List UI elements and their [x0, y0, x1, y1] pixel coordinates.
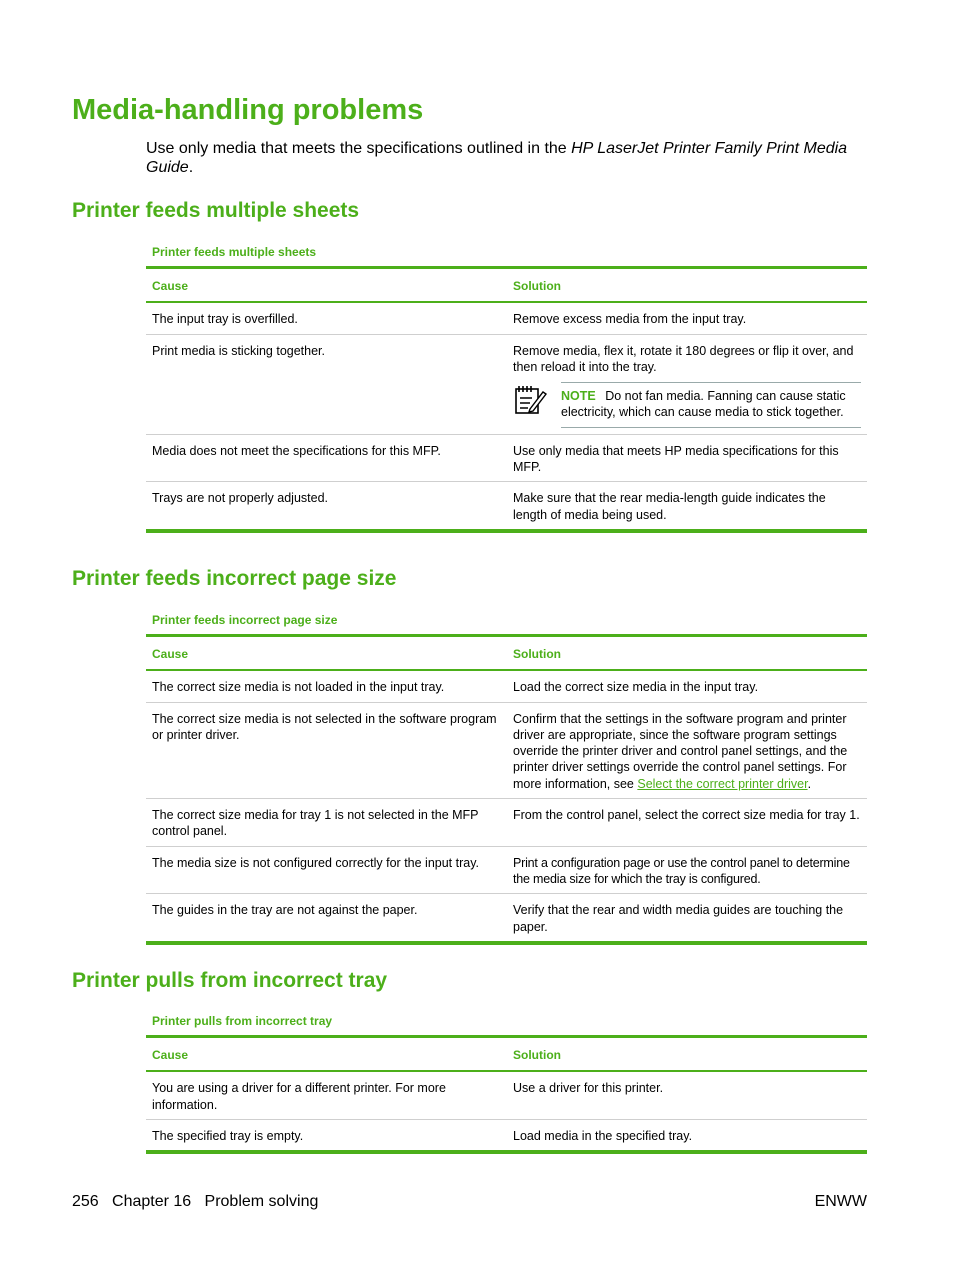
note-label: NOTE	[561, 389, 596, 404]
select-printer-driver-link[interactable]: Select the correct printer driver	[637, 776, 808, 791]
footer-page-info: 256 Chapter 16 Problem solving	[72, 1193, 319, 1210]
table-incorrect-size	[146, 634, 867, 945]
solution-cell: Print a configuration page or use the control panel to determine the media size for which the tray is configured.	[507, 846, 867, 894]
solution-cell: Verify that the rear and width media guides are touching the paper.	[507, 894, 867, 943]
table-caption-multiple-sheets: Printer feeds multiple sheets	[152, 245, 317, 259]
section-heading-incorrect-tray: Printer pulls from incorrect tray	[72, 969, 388, 992]
footer-enww: ENWW	[814, 1193, 867, 1210]
solution-cell: Load media in the specified tray.	[507, 1119, 867, 1152]
column-header-solution: Solution	[507, 1037, 867, 1072]
table-row	[146, 846, 867, 894]
column-header-solution: Solution	[507, 636, 867, 671]
solution-cell: Use only media that meets HP media specifications for this MFP.	[507, 434, 867, 482]
note-text: Do not fan media. Fanning can cause static electricity, which can cause media to stick together.	[561, 389, 846, 420]
table-row	[146, 334, 867, 434]
cause-cell: You are using a driver for a different printer. For more information.	[152, 1081, 446, 1112]
note-block	[513, 382, 861, 428]
cause-cell: Trays are not properly adjusted.	[146, 482, 507, 531]
note-content	[561, 382, 861, 428]
table-row	[146, 434, 867, 482]
cause-cell: The correct size media for tray 1 is not selected in the MFP control panel.	[146, 799, 507, 847]
intro-text: Use only media that meets the specifications outlined in the	[146, 140, 572, 157]
page-title: Media-handling problems	[72, 94, 424, 126]
solution-cell: From the control panel, select the correct size media for tray 1.	[507, 799, 867, 847]
note-icon	[513, 382, 561, 428]
intro-guide-title: HP LaserJet Printer Family Print Media Guide	[146, 140, 848, 176]
column-header-cause: Cause	[146, 636, 507, 671]
table-row	[146, 670, 867, 702]
solution-text-end: .	[807, 776, 812, 791]
table-multiple-sheets	[146, 266, 867, 533]
solution-cell: Use a driver for this printer.	[513, 1081, 664, 1096]
solution-cell: Remove excess media from the input tray.	[513, 312, 747, 327]
cause-cell: The correct size media is not loaded in the input tray.	[152, 680, 445, 695]
table-caption-incorrect-size: Printer feeds incorrect page size	[152, 613, 338, 627]
section-heading-incorrect-size: Printer feeds incorrect page size	[72, 567, 397, 590]
cause-cell: The guides in the tray are not against the paper.	[146, 894, 507, 943]
table-incorrect-tray	[146, 1035, 867, 1154]
solution-text: Remove media, flex it, rotate it 180 degrees or flip it over, and then reload it into the tray.	[513, 343, 854, 374]
solution-cell: Load the correct size media in the input tray.	[513, 680, 759, 695]
table-row	[146, 302, 867, 334]
intro-text-end: .	[188, 159, 194, 176]
cause-cell: The input tray is overfilled.	[152, 312, 298, 327]
cause-cell: The media size is not configured correctly for the input tray.	[146, 846, 507, 894]
cause-cell: Print media is sticking together.	[146, 334, 507, 434]
table-row	[146, 799, 867, 847]
column-header-solution: Solution	[507, 268, 867, 303]
table-row	[146, 1119, 867, 1152]
table-row	[146, 1071, 867, 1119]
table-row	[146, 482, 867, 531]
cause-cell: The correct size media is not selected in the software program or printer driver.	[146, 702, 507, 798]
section-heading-multiple-sheets: Printer feeds multiple sheets	[72, 199, 360, 222]
cause-cell: Media does not meet the specifications for this MFP.	[146, 434, 507, 482]
solution-text: Confirm that the settings in the software program and printer driver are appropriate, since the software program settings override the printer driver and control panel settings, and the printer driver settings override the control panel settings. For more information, see	[513, 711, 848, 791]
solution-cell: Make sure that the rear media-length guide indicates the length of media being used.	[507, 482, 867, 531]
intro-paragraph	[146, 139, 866, 177]
solution-cell	[507, 702, 867, 798]
solution-cell	[507, 334, 867, 434]
table-row	[146, 894, 867, 943]
column-header-cause: Cause	[146, 268, 507, 303]
cause-cell: The specified tray is empty.	[146, 1119, 507, 1152]
table-row	[146, 702, 867, 798]
column-header-cause: Cause	[146, 1037, 507, 1072]
table-caption-incorrect-tray: Printer pulls from incorrect tray	[152, 1014, 333, 1028]
